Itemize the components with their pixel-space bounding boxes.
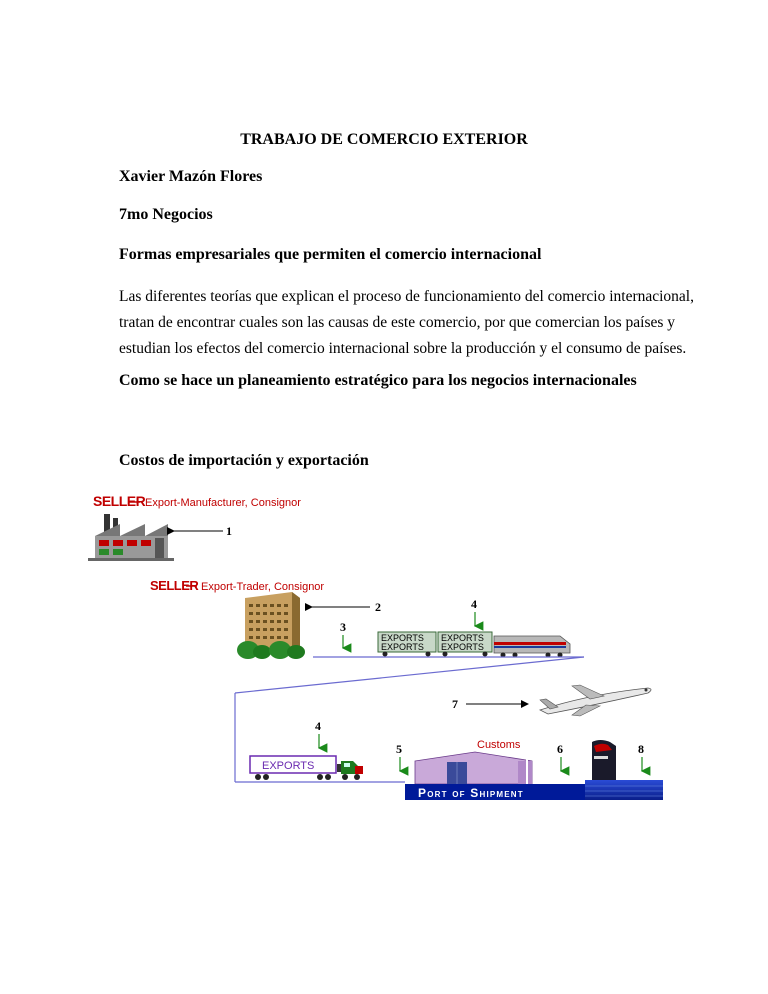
- ship-icon: [592, 740, 616, 784]
- step-8: 8: [638, 742, 644, 756]
- office-building-icon: [237, 592, 305, 659]
- freight-train-icon: [378, 632, 570, 658]
- paragraph-line: estudian los efectos del comercio internacional sobre la producción y el consumo de países.: [119, 340, 687, 357]
- seller-label: SELLER: [150, 578, 199, 593]
- truck-icon: [250, 756, 363, 780]
- wagon-label: EXPORTS: [381, 642, 424, 652]
- port-label: Port of Shipment: [418, 786, 524, 800]
- seller1-role: Export-Manufacturer, Consignor: [145, 497, 301, 509]
- export-process-diagram: [0, 480, 768, 820]
- step-2: 2: [375, 600, 381, 614]
- document-title: TRABAJO DE COMERCIO EXTERIOR: [240, 131, 528, 148]
- sea-area: [585, 780, 663, 800]
- step-7: 6: [557, 742, 563, 756]
- body-paragraph: [119, 284, 694, 362]
- step-3: 3: [340, 620, 346, 634]
- step-5: 5: [396, 742, 402, 756]
- wagon-label: EXPORTS: [381, 633, 424, 643]
- step-1: 1: [226, 524, 232, 538]
- paragraph-line: Las diferentes teorías que explican el proceso de funcionamiento del comercio internacional,: [119, 288, 694, 305]
- course-name: 7mo Negocios: [119, 206, 213, 223]
- step-6: 7: [452, 697, 458, 711]
- section-heading-costs: Costos de importación y exportación: [119, 452, 369, 469]
- wagon-label: EXPORTS: [441, 633, 484, 643]
- customs-label: Customs: [477, 739, 521, 751]
- factory-icon: [88, 514, 174, 561]
- seller-label: SELLER: [93, 493, 146, 509]
- section-heading-business-forms: Formas empresariales que permiten el comercio internacional: [119, 246, 542, 263]
- customs-building-icon: [415, 752, 532, 784]
- airplane-icon: [540, 685, 651, 716]
- step-4: 4: [471, 597, 477, 611]
- seller2-role: Export-Trader, Consignor: [201, 581, 325, 593]
- step-4b: 4: [315, 719, 321, 733]
- wagon-label: EXPORTS: [441, 642, 484, 652]
- paragraph-line: tratan de encontrar cuales son las causas de este comercio, por que comercian los países y: [119, 314, 676, 331]
- author-name: Xavier Mazón Flores: [119, 168, 263, 185]
- truck-label: EXPORTS: [262, 760, 315, 772]
- section-heading-strategic-planning: Como se hace un planeamiento estratégico para los negocios internacionales: [119, 372, 637, 389]
